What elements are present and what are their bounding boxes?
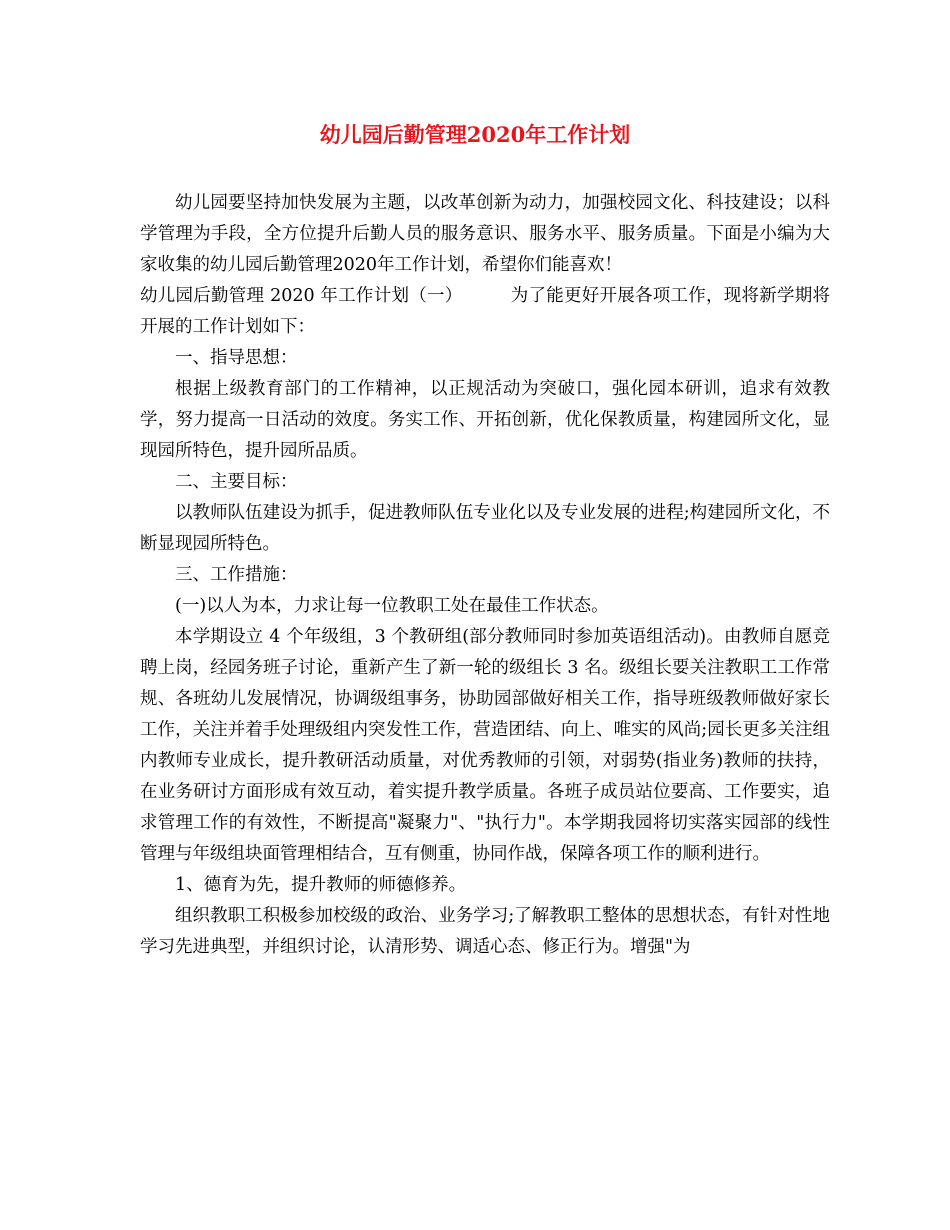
subsection-heading-moral-education: 1、德育为先，提升教师的师德修养。 [175, 875, 467, 895]
section-heading-work-measures: 三、工作措施： [175, 565, 298, 585]
paragraph-staff-study: 组织教职工积极参加校级的政治、业务学习;了解教职工整体的思想状态，有针对性地学习先进典型，并组织讨论，认清形势、调适心态、修正行为。增强"为 [140, 906, 830, 957]
section-heading-guiding-ideology: 一、指导思想： [175, 348, 298, 368]
subheading-paragraph [140, 281, 830, 343]
subsection-heading-people-oriented: (一)以人为本，力求让每一位教职工处在最佳工作状态。 [175, 596, 609, 616]
intro-paragraph: 幼儿园要坚持加快发展为主题，以改革创新为动力，加强校园文化、科技建设；以科学管理为手段，全方位提升后勤人员的服务意识、服务水平、服务质量。下面是小编为大家收集的幼儿园后勤管理2020年工作计划，希望你们能喜欢！ [140, 193, 830, 275]
subheading-continuation: 为了能更好开展各项工作，现将新学期将开展的工作计划如下： [140, 286, 830, 337]
document-title: 幼儿园后勤管理2020年工作计划 [319, 122, 631, 147]
paragraph-grade-groups: 本学期设立 4 个年级组，3 个教研组(部分教师同时参加英语组活动)。由教师自愿竞聘上岗，经园务班子讨论，重新产生了新一轮的级组长 3 名。级组长要关注教职工工作常规、各班幼儿发展情况，协调级组事务，协助园部做好相关工作，指导班级教师做好家长工作，关注并着手处理级组内突发性工作，营造团结、向上、唯实的风尚;园长更多关注组内教师专业成长，提升教研活动质量，对优秀教师的引领，对弱势(指业务)教师的扶持，在业务研讨方面形成有效互动，着实提升教学质量。各班子成员站位要高、工作要实，追求管理工作的有效性，不断提高"凝聚力"、"执行力"。本学期我园将切实落实园部的线性管理与年级组块面管理相结合，互有侧重，协同作战，保障各项工作的顺利进行。 [140, 627, 830, 864]
paragraph-guiding-ideology: 根据上级教育部门的工作精神，以正规活动为突破口，强化园本研训，追求有效教学，努力提高一日活动的效度。务实工作、开拓创新，优化保教质量，构建园所文化，显现园所特色，提升园所品质。 [140, 379, 830, 461]
document-body [140, 188, 830, 963]
subheading-title: 幼儿园后勤管理 2020 年工作计划（一） [140, 286, 463, 306]
paragraph-main-goals: 以教师队伍建设为抓手，促进教师队伍专业化以及专业发展的进程;构建园所文化，不断显现园所特色。 [140, 503, 830, 554]
section-heading-main-goals: 二、主要目标： [175, 472, 298, 492]
